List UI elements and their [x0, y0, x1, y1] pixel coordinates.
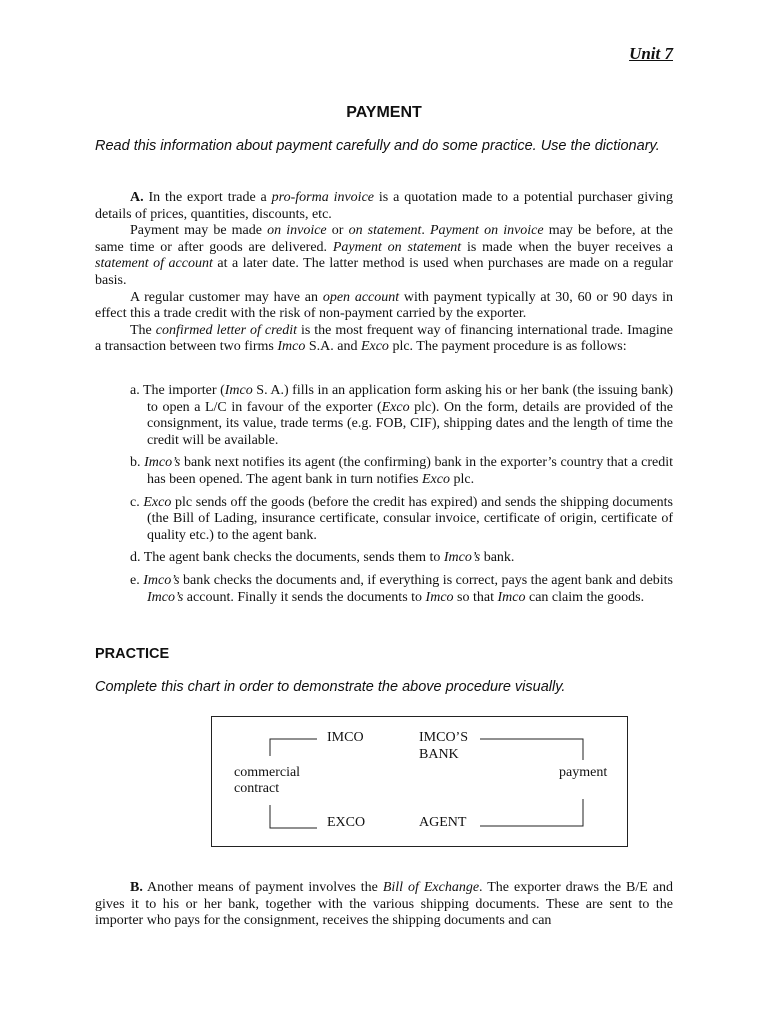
- chart-label-imco: IMCO: [327, 730, 364, 745]
- procedure-list: [130, 383, 673, 612]
- section-marker: B.: [130, 880, 143, 895]
- list-item: [130, 383, 673, 449]
- text: may be before, at the same time or after goods are delivered.: [95, 223, 673, 255]
- text: plc.: [449, 471, 475, 487]
- chart-label-payment: payment: [559, 765, 608, 780]
- text: b.: [130, 455, 145, 471]
- term: on statement: [348, 223, 422, 239]
- text: S.A. and: [305, 339, 361, 355]
- chart-label-agent: AGENT: [419, 815, 467, 830]
- term: Exco: [381, 399, 410, 415]
- text: c.: [130, 494, 144, 510]
- text: plc. The payment procedure is as follows:: [388, 339, 627, 355]
- term: Imco: [277, 339, 306, 355]
- term: Imco’s: [143, 572, 180, 588]
- text: .: [421, 223, 430, 239]
- text: plc). On the form, details are provided of the consignment, its value, trade terms (e.g. FOB, CIF), shipping dates and the length of time the credit will be available.: [147, 399, 674, 448]
- text: is the most frequent way of financing international trade. Imagine a transaction between two firms: [95, 322, 674, 355]
- text: can claim the goods.: [525, 589, 645, 605]
- term: Imco: [497, 589, 526, 605]
- term: Exco: [422, 471, 450, 487]
- text: A regular customer may have an: [130, 289, 323, 305]
- term: Exco: [143, 494, 172, 510]
- text: bank.: [480, 550, 515, 566]
- practice-instruction: Complete this chart in order to demonstrate the above procedure visually.: [95, 679, 566, 695]
- chart-label-exco: EXCO: [327, 815, 366, 830]
- paragraph-letter-of-credit: [95, 323, 673, 356]
- chart-label-contract: contract: [234, 781, 280, 796]
- list-item: [130, 495, 673, 545]
- section-b: [95, 880, 673, 930]
- paragraph-open-account: [95, 290, 673, 323]
- term: pro-forma invoice: [271, 190, 374, 205]
- section-marker: A.: [130, 190, 144, 205]
- text: at a later date. The latter method is used when purchases are made on a regular basis.: [95, 256, 673, 288]
- paragraph-bill-of-exchange: [95, 880, 673, 930]
- term: confirmed letter of credit: [155, 322, 298, 338]
- text: bank checks the documents and, if everything is correct, pays the agent bank and debits: [179, 572, 674, 588]
- text: e.: [130, 572, 144, 588]
- term: open account: [322, 289, 400, 305]
- term: Bill of Exchange: [382, 880, 480, 895]
- practice-heading: PRACTICE: [95, 646, 170, 662]
- section-a: [95, 190, 673, 356]
- text: plc sends off the goods (before the credit has expired) and sends the shipping documents (the Bill of Lading, insurance certificate, consular invoice, certificate of origin, certificate of quality etc.) to the agent bank.: [147, 494, 673, 543]
- connector-imco: [270, 739, 317, 756]
- term: Imco’s: [144, 455, 181, 471]
- term: statement of account: [95, 256, 213, 272]
- text: with payment typically at 30, 60 or 90 days in effect this a trade credit with the risk of non-payment carried by the exporter.: [95, 289, 673, 322]
- term: Payment on statement: [332, 239, 462, 255]
- procedure-chart: [211, 716, 628, 847]
- text: is a quotation made to a potential purchaser giving details of prices, quantities, discounts, etc.: [95, 190, 673, 222]
- intro-text: Read this information about payment carefully and do some practice. Use the dictionary.: [95, 138, 660, 154]
- term: Imco: [224, 383, 253, 398]
- term: Imco: [425, 589, 454, 605]
- connector-exco: [270, 805, 317, 828]
- page-title: PAYMENT: [346, 104, 422, 121]
- term: Exco: [360, 339, 389, 355]
- text: a. The importer (: [130, 383, 225, 398]
- paragraph-payment-methods: [95, 223, 673, 289]
- text: Another means of payment involves the: [142, 880, 383, 895]
- chart-label-commercial: commercial: [234, 765, 301, 780]
- connector-imcos-bank: [480, 739, 583, 760]
- chart-label-imcos-bank-line1: IMCO’S: [419, 730, 469, 745]
- text: is made when the buyer receives a: [461, 239, 673, 255]
- text: account. Finally it sends the documents to: [183, 589, 426, 605]
- text: . The exporter draws the B/E and gives it to his or her bank, together with the various shipping documents. These are sent to the importer who pays for the consignment, receives the shipping documents and can: [95, 880, 673, 929]
- term: Imco’s: [147, 589, 184, 605]
- term: Payment on invoice: [429, 223, 544, 239]
- list-item: [130, 550, 673, 567]
- text: The: [130, 322, 156, 338]
- text: S. A.) fills in an application form asking his or her bank (the issuing bank) to open a L/C in favour of the exporter (: [147, 383, 673, 415]
- text: or: [326, 223, 349, 239]
- text: bank next notifies its agent (the confirming) bank in the exporter’s country that a credit has been opened. The agent bank in turn notifies: [147, 455, 673, 487]
- paragraph-pro-forma: [95, 190, 673, 223]
- term: on invoice: [267, 223, 327, 239]
- list-item: [130, 573, 673, 606]
- text: d. The agent bank checks the documents, sends them to: [130, 550, 444, 566]
- text: so that: [453, 589, 498, 605]
- connector-agent: [480, 799, 583, 826]
- unit-label: Unit 7: [629, 44, 673, 63]
- chart-label-imcos-bank-line2: BANK: [419, 747, 459, 762]
- list-item: [130, 455, 673, 488]
- term: Imco’s: [443, 550, 481, 566]
- text: In the export trade a: [143, 190, 272, 205]
- text: Payment may be made: [130, 223, 268, 239]
